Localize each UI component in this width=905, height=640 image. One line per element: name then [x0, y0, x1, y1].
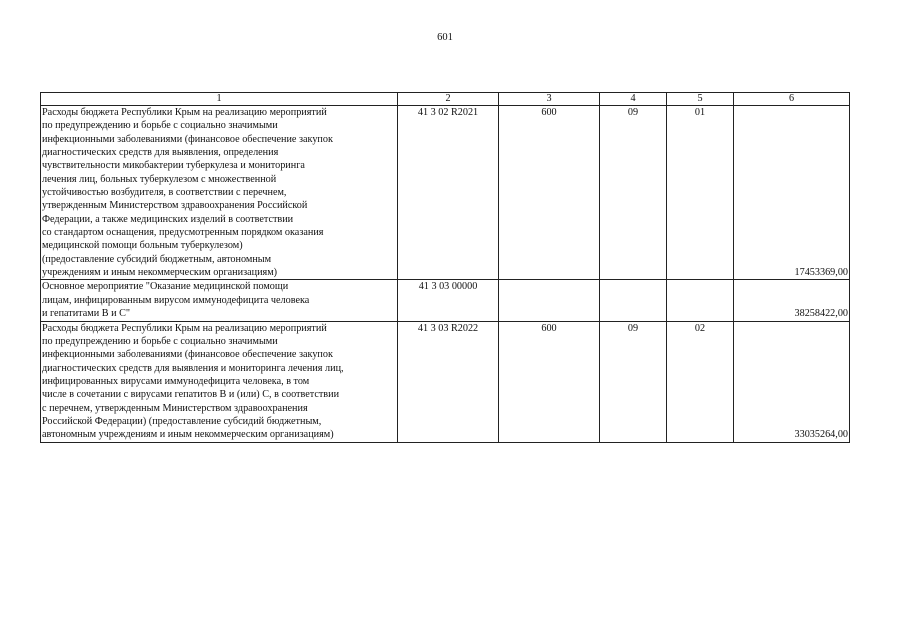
row-name-line: диагностических средств для выявления, определения [42, 147, 279, 159]
column-header-1: 1 [41, 93, 398, 106]
row-code-cell: 41 3 03 00000 [398, 280, 499, 321]
table-row [41, 280, 850, 321]
row-name-line: инфекционными заболеваниями (финансовое обеспечение закупок [42, 133, 333, 145]
table-header-row [41, 93, 850, 106]
row-name-line: и гепатитами В и С" [42, 308, 131, 320]
row-subsection-cell: 01 [667, 106, 734, 280]
row-section-cell: 09 [600, 321, 667, 442]
table-row [41, 106, 850, 280]
row-name-line: Российской Федерации) (предоставление субсидий бюджетным, [42, 415, 322, 427]
row-code-cell: 41 3 03 R2022 [398, 321, 499, 442]
row-name-line: (предоставление субсидий бюджетным, автономным [42, 253, 272, 265]
row-name-cell [41, 106, 398, 280]
row-name-line: чувствительности микобактерии туберкулеза и мониторинга [42, 160, 305, 172]
row-name-line: лечения лиц, больных туберкулезом с множественной [42, 173, 277, 185]
row-name-line: инфицированных вирусами иммунодефицита человека, в том [42, 375, 310, 387]
row-name-line: утвержденным Министерством здравоохранения Российской [42, 200, 308, 212]
column-header-4: 4 [600, 93, 667, 106]
row-name-line: устойчивостью возбудителя, в соответствии с перечнем, [42, 187, 287, 199]
row-name-line: Расходы бюджета Республики Крым на реализацию мероприятий [42, 107, 327, 118]
column-header-2: 2 [398, 93, 499, 106]
row-name-line: по предупреждению и борьбе с социально значимыми [42, 120, 278, 132]
row-name-line: диагностических средств для выявления и мониторинга лечения лиц, [42, 362, 344, 374]
row-amount-cell: 38258422,00 [734, 280, 850, 321]
row-name-line: Федерации, а также медицинских изделий в соответствии [42, 213, 294, 225]
row-name-line: с перечнем, утвержденным Министерством здравоохранения [42, 402, 308, 414]
row-name-line: медицинской помощи больным туберкулезом) [42, 240, 243, 252]
row-subsection-cell [667, 280, 734, 321]
row-code-cell: 41 3 02 R2021 [398, 106, 499, 280]
table-row [41, 321, 850, 442]
row-subsection-cell: 02 [667, 321, 734, 442]
row-name-line: инфекционными заболеваниями (финансовое обеспечение закупок [42, 349, 333, 361]
row-section-cell: 09 [600, 106, 667, 280]
row-name-line: со стандартом оснащения, предусмотренным порядком оказания [42, 227, 324, 239]
row-amount-cell: 33035264,00 [734, 321, 850, 442]
row-name-line: лицам, инфицированным вирусом иммунодефицита человека [42, 294, 310, 306]
row-name-cell [41, 321, 398, 442]
row-name-cell [41, 280, 398, 321]
column-header-3: 3 [499, 93, 600, 106]
row-name-line: Расходы бюджета Республики Крым на реализацию мероприятий [42, 322, 327, 334]
row-name-line: числе в сочетании с вирусами гепатитов В и (или) С, в соответствии [42, 389, 340, 401]
row-expense-type-cell: 600 [499, 321, 600, 442]
row-section-cell [600, 280, 667, 321]
row-expense-type-cell: 600 [499, 106, 600, 280]
page-number: 601 [437, 32, 453, 43]
row-name-line: автономным учреждениям и иным некоммерческим организациям) [42, 429, 334, 441]
row-name-line: Основное мероприятие "Оказание медицинской помощи [42, 281, 289, 293]
column-header-5: 5 [667, 93, 734, 106]
row-amount-cell: 17453369,00 [734, 106, 850, 280]
row-name-line: по предупреждению и борьбе с социально значимыми [42, 335, 278, 347]
budget-table [40, 92, 850, 443]
row-expense-type-cell [499, 280, 600, 321]
column-header-6: 6 [734, 93, 850, 106]
row-name-line: учреждениям и иным некоммерческим организациям) [42, 267, 278, 279]
